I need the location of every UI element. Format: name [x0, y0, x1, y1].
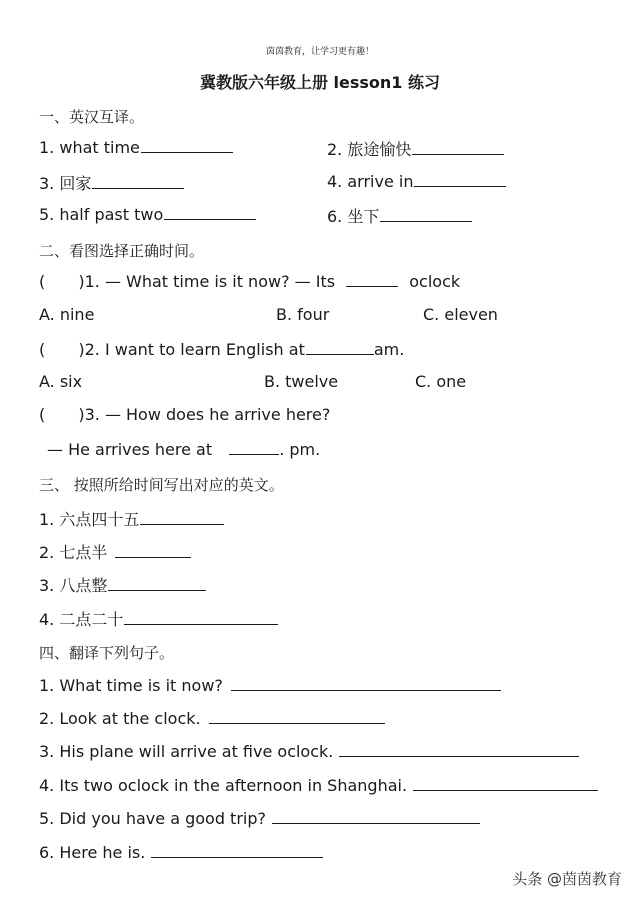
watermark: 头条 @茵茵教育 — [512, 870, 622, 888]
s3-item-2 — [39, 540, 191, 563]
s4-item-6 — [39, 842, 323, 862]
worksheet-title: 冀教版六年级上册 lesson1 练习 — [199, 73, 441, 92]
s4-item-5 — [39, 808, 480, 828]
answer-blank[interactable] — [209, 708, 385, 724]
answer-blank[interactable] — [124, 609, 278, 625]
s4-item-2 — [39, 708, 385, 728]
s2-q3-answer-suffix: . pm. — [279, 440, 321, 459]
s4-item-4 — [39, 775, 598, 795]
answer-blank[interactable] — [413, 775, 598, 791]
answer-blank[interactable] — [92, 173, 184, 189]
s2-q2-option-a[interactable]: A. six — [39, 372, 83, 391]
answer-blank[interactable] — [151, 842, 323, 858]
answer-blank[interactable] — [380, 206, 472, 222]
s4-item-1 — [39, 675, 501, 695]
s1-item-5 — [39, 204, 256, 224]
s3-item-4 — [39, 607, 278, 630]
s3-item-3-text: 3. 八点整 — [39, 576, 108, 595]
answer-paren-open[interactable]: ( — [39, 340, 46, 359]
s2-q2-option-c[interactable]: C. one — [415, 372, 467, 391]
answer-blank[interactable] — [339, 741, 579, 757]
answer-blank[interactable] — [306, 339, 374, 355]
answer-blank[interactable] — [272, 808, 480, 824]
s1-item-1-text: 1. what time — [39, 138, 140, 157]
s3-item-1 — [39, 507, 224, 530]
s3-item-1-text: 1. 六点四十五 — [39, 510, 140, 529]
s2-question-3 — [39, 405, 330, 424]
s3-item-3 — [39, 573, 206, 596]
s1-item-3 — [39, 171, 184, 194]
answer-blank[interactable] — [108, 575, 206, 591]
s2-q3-answer-prefix: — He arrives here at — [47, 440, 213, 459]
s1-item-5-text: 5. half past two — [39, 205, 164, 224]
answer-blank[interactable] — [412, 139, 504, 155]
s2-q3-text: )3. — How does he arrive here? — [78, 405, 331, 424]
s1-item-1 — [39, 137, 233, 157]
s3-item-4-text: 4. 二点二十 — [39, 610, 124, 629]
s3-item-2-text: 2. 七点半 — [39, 543, 108, 562]
s2-q1-option-b[interactable]: B. four — [276, 305, 330, 324]
answer-blank[interactable] — [164, 204, 256, 220]
s1-item-4 — [327, 171, 506, 191]
s4-item-5-text: 5. Did you have a good trip? — [39, 809, 266, 828]
section1-heading: 一、英汉互译。 — [39, 108, 145, 126]
s2-q1-text: )1. — What time is it now? — Its — [78, 272, 336, 291]
answer-blank[interactable] — [141, 137, 233, 153]
s1-item-2 — [327, 137, 504, 160]
answer-blank[interactable] — [140, 509, 224, 525]
answer-blank[interactable] — [231, 675, 501, 691]
s1-item-6 — [327, 204, 472, 227]
s2-question-2 — [39, 339, 404, 359]
s2-question-1 — [39, 271, 460, 291]
answer-paren-open[interactable]: ( — [39, 272, 46, 291]
s4-item-4-text: 4. Its two oclock in the afternoon in Shanghai. — [39, 776, 408, 795]
s4-item-2-text: 2. Look at the clock. — [39, 709, 201, 728]
section4-heading: 四、翻译下列句子。 — [39, 644, 175, 662]
s4-item-6-text: 6. Here he is. — [39, 843, 146, 862]
answer-blank[interactable] — [346, 271, 398, 287]
s1-item-3-text: 3. 回家 — [39, 174, 92, 193]
section3-heading: 三、 按照所给时间写出对应的英文。 — [39, 476, 284, 494]
s2-q2-suffix: am. — [373, 340, 405, 359]
s2-q1-suffix: oclock — [409, 272, 461, 291]
answer-blank[interactable] — [229, 439, 279, 455]
answer-blank[interactable] — [115, 542, 191, 558]
s2-q2-text: )2. I want to learn English at — [78, 340, 305, 359]
s1-item-6-text: 6. 坐下 — [327, 207, 380, 226]
s4-item-3 — [39, 741, 579, 761]
s2-q1-option-c[interactable]: C. eleven — [423, 305, 498, 324]
answer-blank[interactable] — [414, 171, 506, 187]
s1-item-2-text: 2. 旅途愉快 — [327, 140, 412, 159]
answer-paren-open[interactable]: ( — [39, 405, 46, 424]
s4-item-3-text: 3. His plane will arrive at five oclock. — [39, 742, 334, 761]
section2-heading: 二、看图选择正确时间。 — [39, 242, 205, 260]
s1-item-4-text: 4. arrive in — [327, 172, 414, 191]
s2-q2-option-b[interactable]: B. twelve — [264, 372, 339, 391]
s2-q3-answer-line — [47, 439, 320, 459]
s4-item-1-text: 1. What time is it now? — [39, 676, 223, 695]
s2-q1-option-a[interactable]: A. nine — [39, 305, 95, 324]
header-note: 茵茵教育，让学习更有趣！ — [265, 47, 374, 57]
